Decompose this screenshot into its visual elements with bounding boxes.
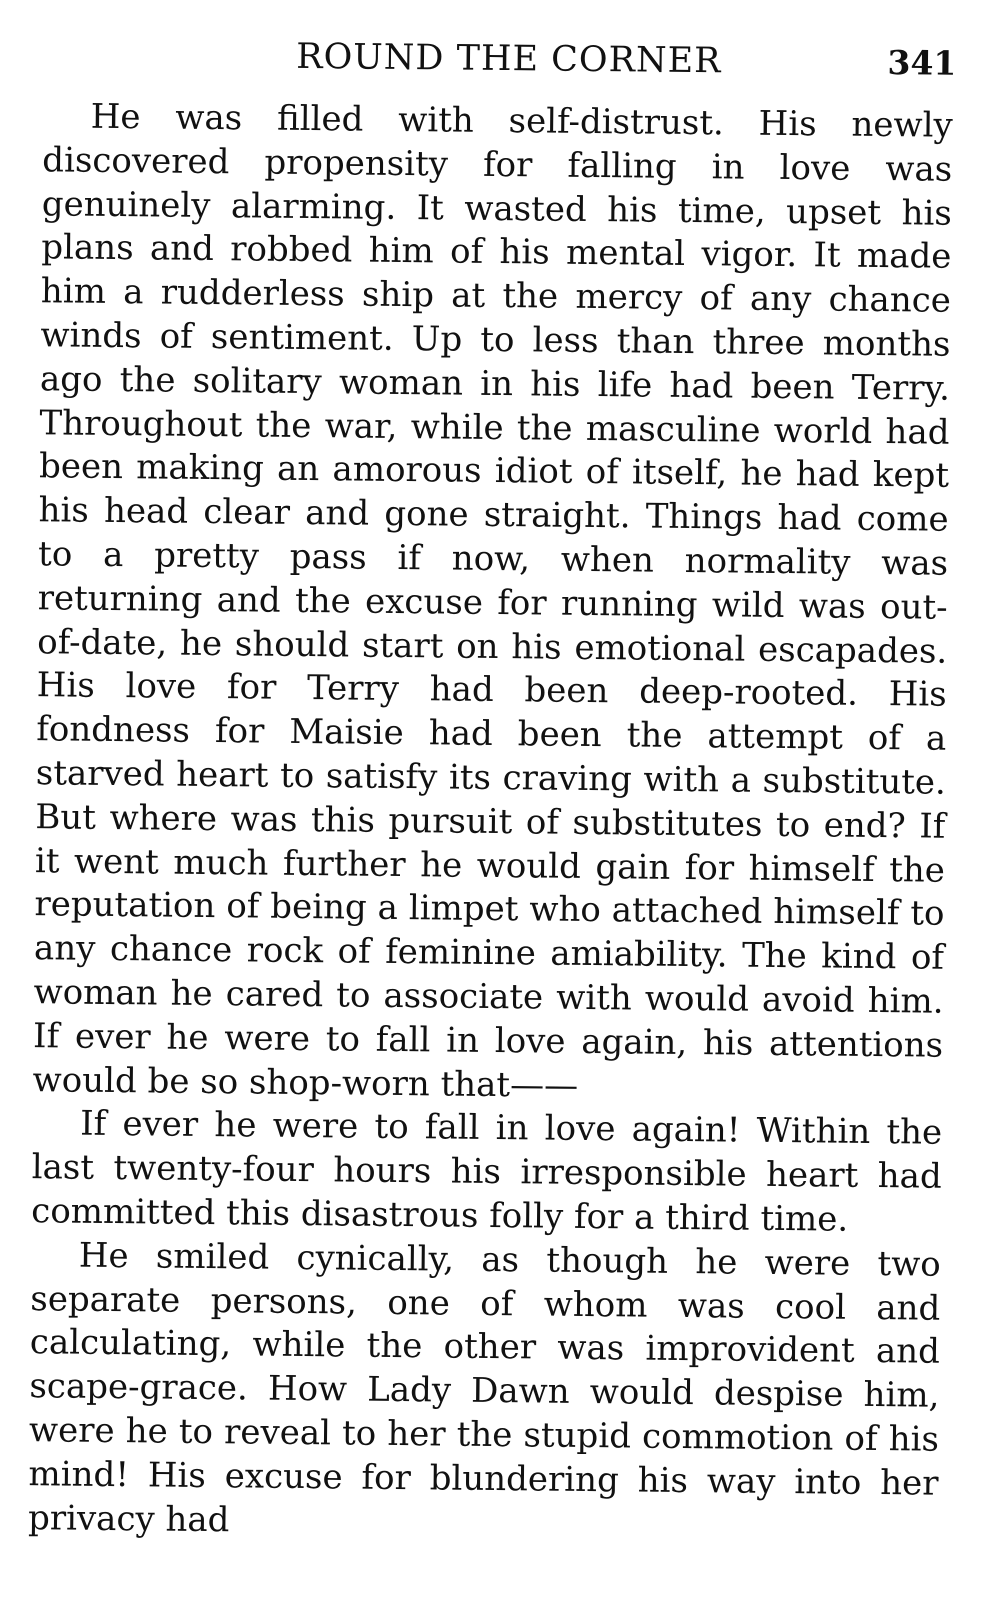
page-header <box>41 29 956 89</box>
paragraph: He was filled with self-distrust. His newly discovered propensity for falling in love was genuinely alarming. It wasted his time, upset his plans and robbed him of his mental vigor. It made him a rudderless ship at the mercy of any chance winds of sentiment. Up to less than three months ago the solitary woman in his life had been Terry. Throughout the war, while the masculine world had been making an amorous idiot of itself, he had kept his head clear and gone straight. Things had come to a pretty pass if now, when normality was returning and the excuse for running wild was out-of-date, he should start on his emotional escapades. His love for Terry had been deep-rooted. His fondness for Maisie had been the attempt of a starved heart to satisfy its craving with a substitute. But where was this pursuit of substitutes to end? If it went much further he would gain for himself the reputation of being a limpet who attached himself to any chance rock of feminine amiability. The kind of woman he cared to associate with would avoid him. If ever he were to fall in love again, his attentions would be so shop-worn that—— <box>32 96 953 1106</box>
body-text <box>28 95 953 1550</box>
paragraph: If ever he were to fall in love again! Within the last twenty-four hours his irresponsible heart had committed this disastrous folly for a third time. <box>31 1103 943 1240</box>
page-number: 341 <box>887 43 957 83</box>
paragraph: He smiled cynically, as though he were two separate persons, one of whom was cool and calculating, while the other was improvident and scape-grace. How Lady Dawn would despise him, were he to reveal to her the stupid commotion of his mind! His excuse for blundering his way into her privacy had <box>27 1235 941 1540</box>
running-head: ROUND THE CORNER <box>296 36 722 82</box>
